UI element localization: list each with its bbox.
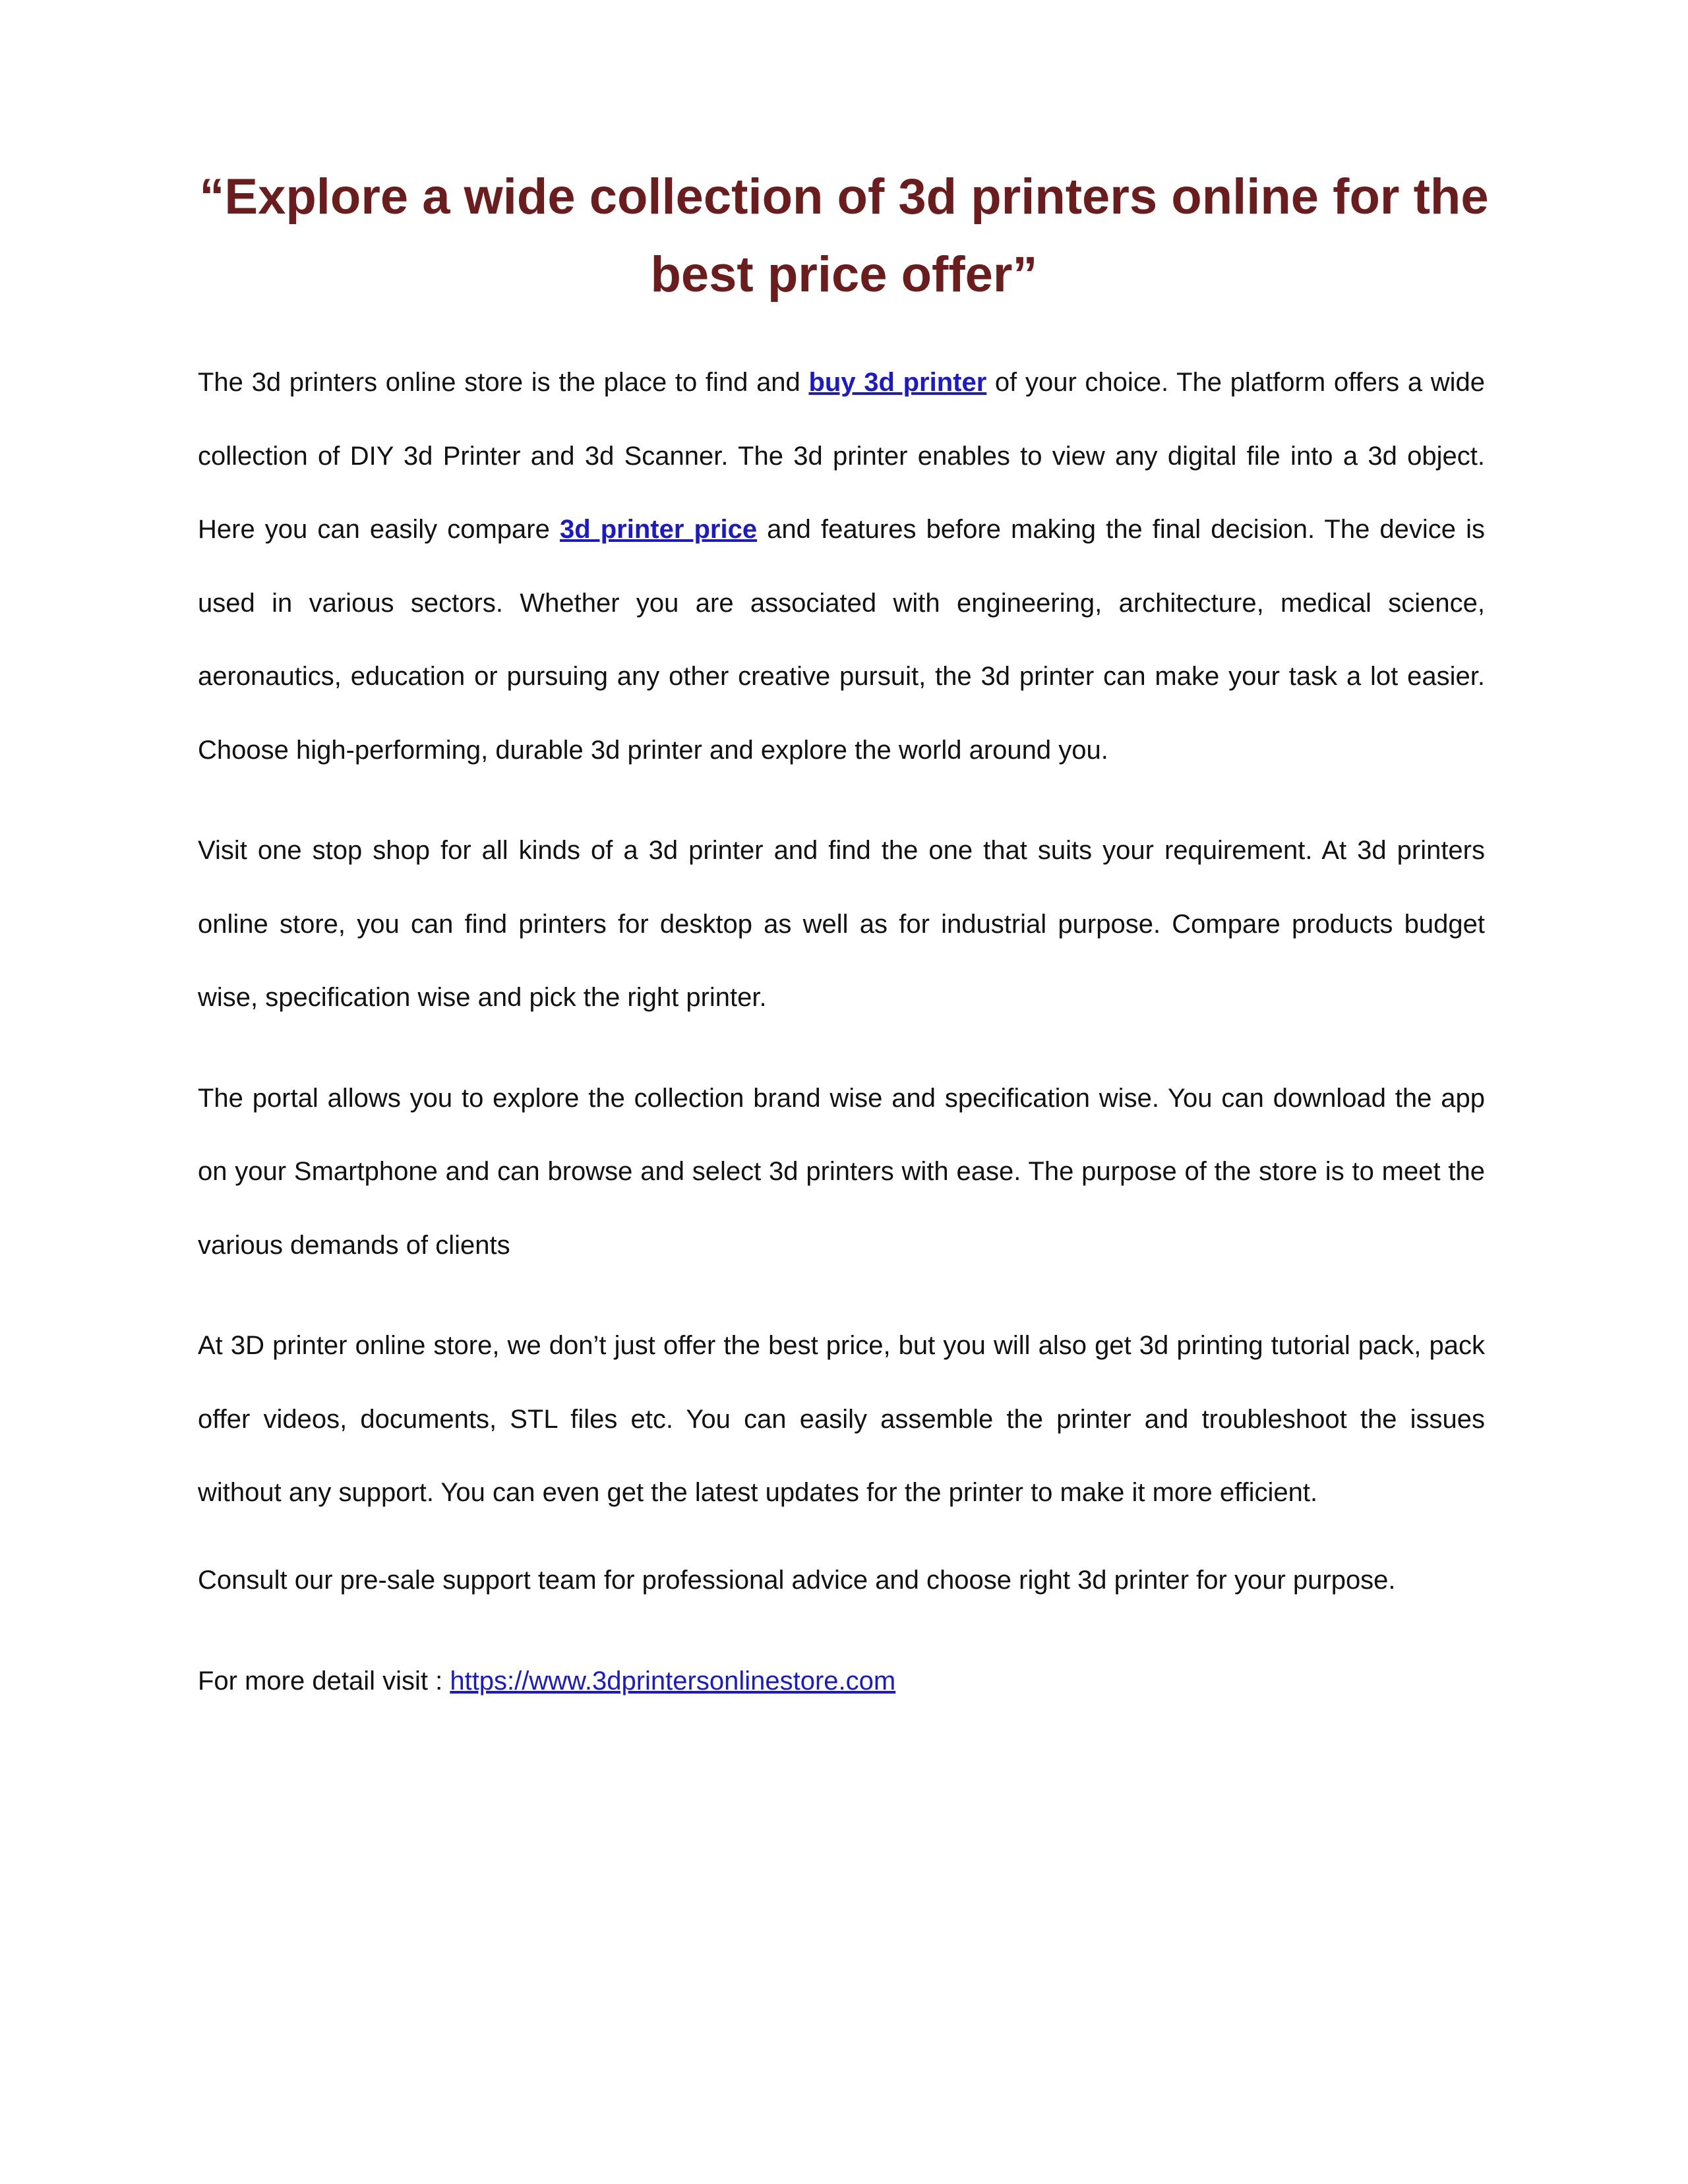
intro-text-1: The 3d printers online store is the place to find and — [198, 368, 809, 397]
paragraph-consult: Consult our pre-sale support team for professional advice and choose right 3d printer for your purpose. — [198, 1565, 1396, 1595]
paragraph-one-stop-shop: Visit one stop shop for all kinds of a 3d printer and find the one that suits your requirement. At 3d printers online store, you can find printers for desktop as well as for industrial purpose. Compare products budget wise, specification wise and pick the right printer. — [198, 836, 1485, 1012]
buy-3d-printer-link[interactable]: buy 3d printer — [808, 368, 987, 397]
document-body — [198, 346, 1485, 1759]
paragraph-more-detail — [198, 1658, 1485, 1704]
page-title: “Explore a wide collection of 3d printers online for the best price offer” — [199, 169, 1489, 303]
intro-text-3: and features before making the final decision. The device is used in various sectors. Whether you are associated with engineering, architecture, medical science, aeronautics, education or pursuing any other creative pursuit, the 3d printer can make your task a lot easier. Choose high-performing, durable 3d printer and explore the world around you. — [198, 515, 1486, 765]
paragraph-best-price: At 3D printer online store, we don’t just offer the best price, but you will also get 3d printing tutorial pack, pack offer videos, documents, STL files etc. You can easily assemble the printer and troubleshoot the issues without any support. You can even get the latest updates for the printer to make it more efficient. — [198, 1331, 1485, 1507]
store-url-link[interactable]: https://www.3dprintersonlinestore.com — [450, 1666, 896, 1696]
more-detail-label: For more detail visit : — [198, 1666, 450, 1696]
intro-text-2: of your choice. The platform offers a wide collection of DIY 3d Printer and 3d Scanner. The 3d printer enables to view any digital file into a 3d object. Here you can easily compare — [198, 368, 1485, 544]
paragraph-portal: The portal allows you to explore the collection brand wise and specification wise. You can download the app on your Smartphone and can browse and select 3d printers with ease. The purpose of the store is to meet the various demands of clients — [198, 1083, 1485, 1260]
3d-printer-price-link[interactable]: 3d printer price — [559, 515, 758, 544]
paragraph-intro — [198, 346, 1485, 787]
